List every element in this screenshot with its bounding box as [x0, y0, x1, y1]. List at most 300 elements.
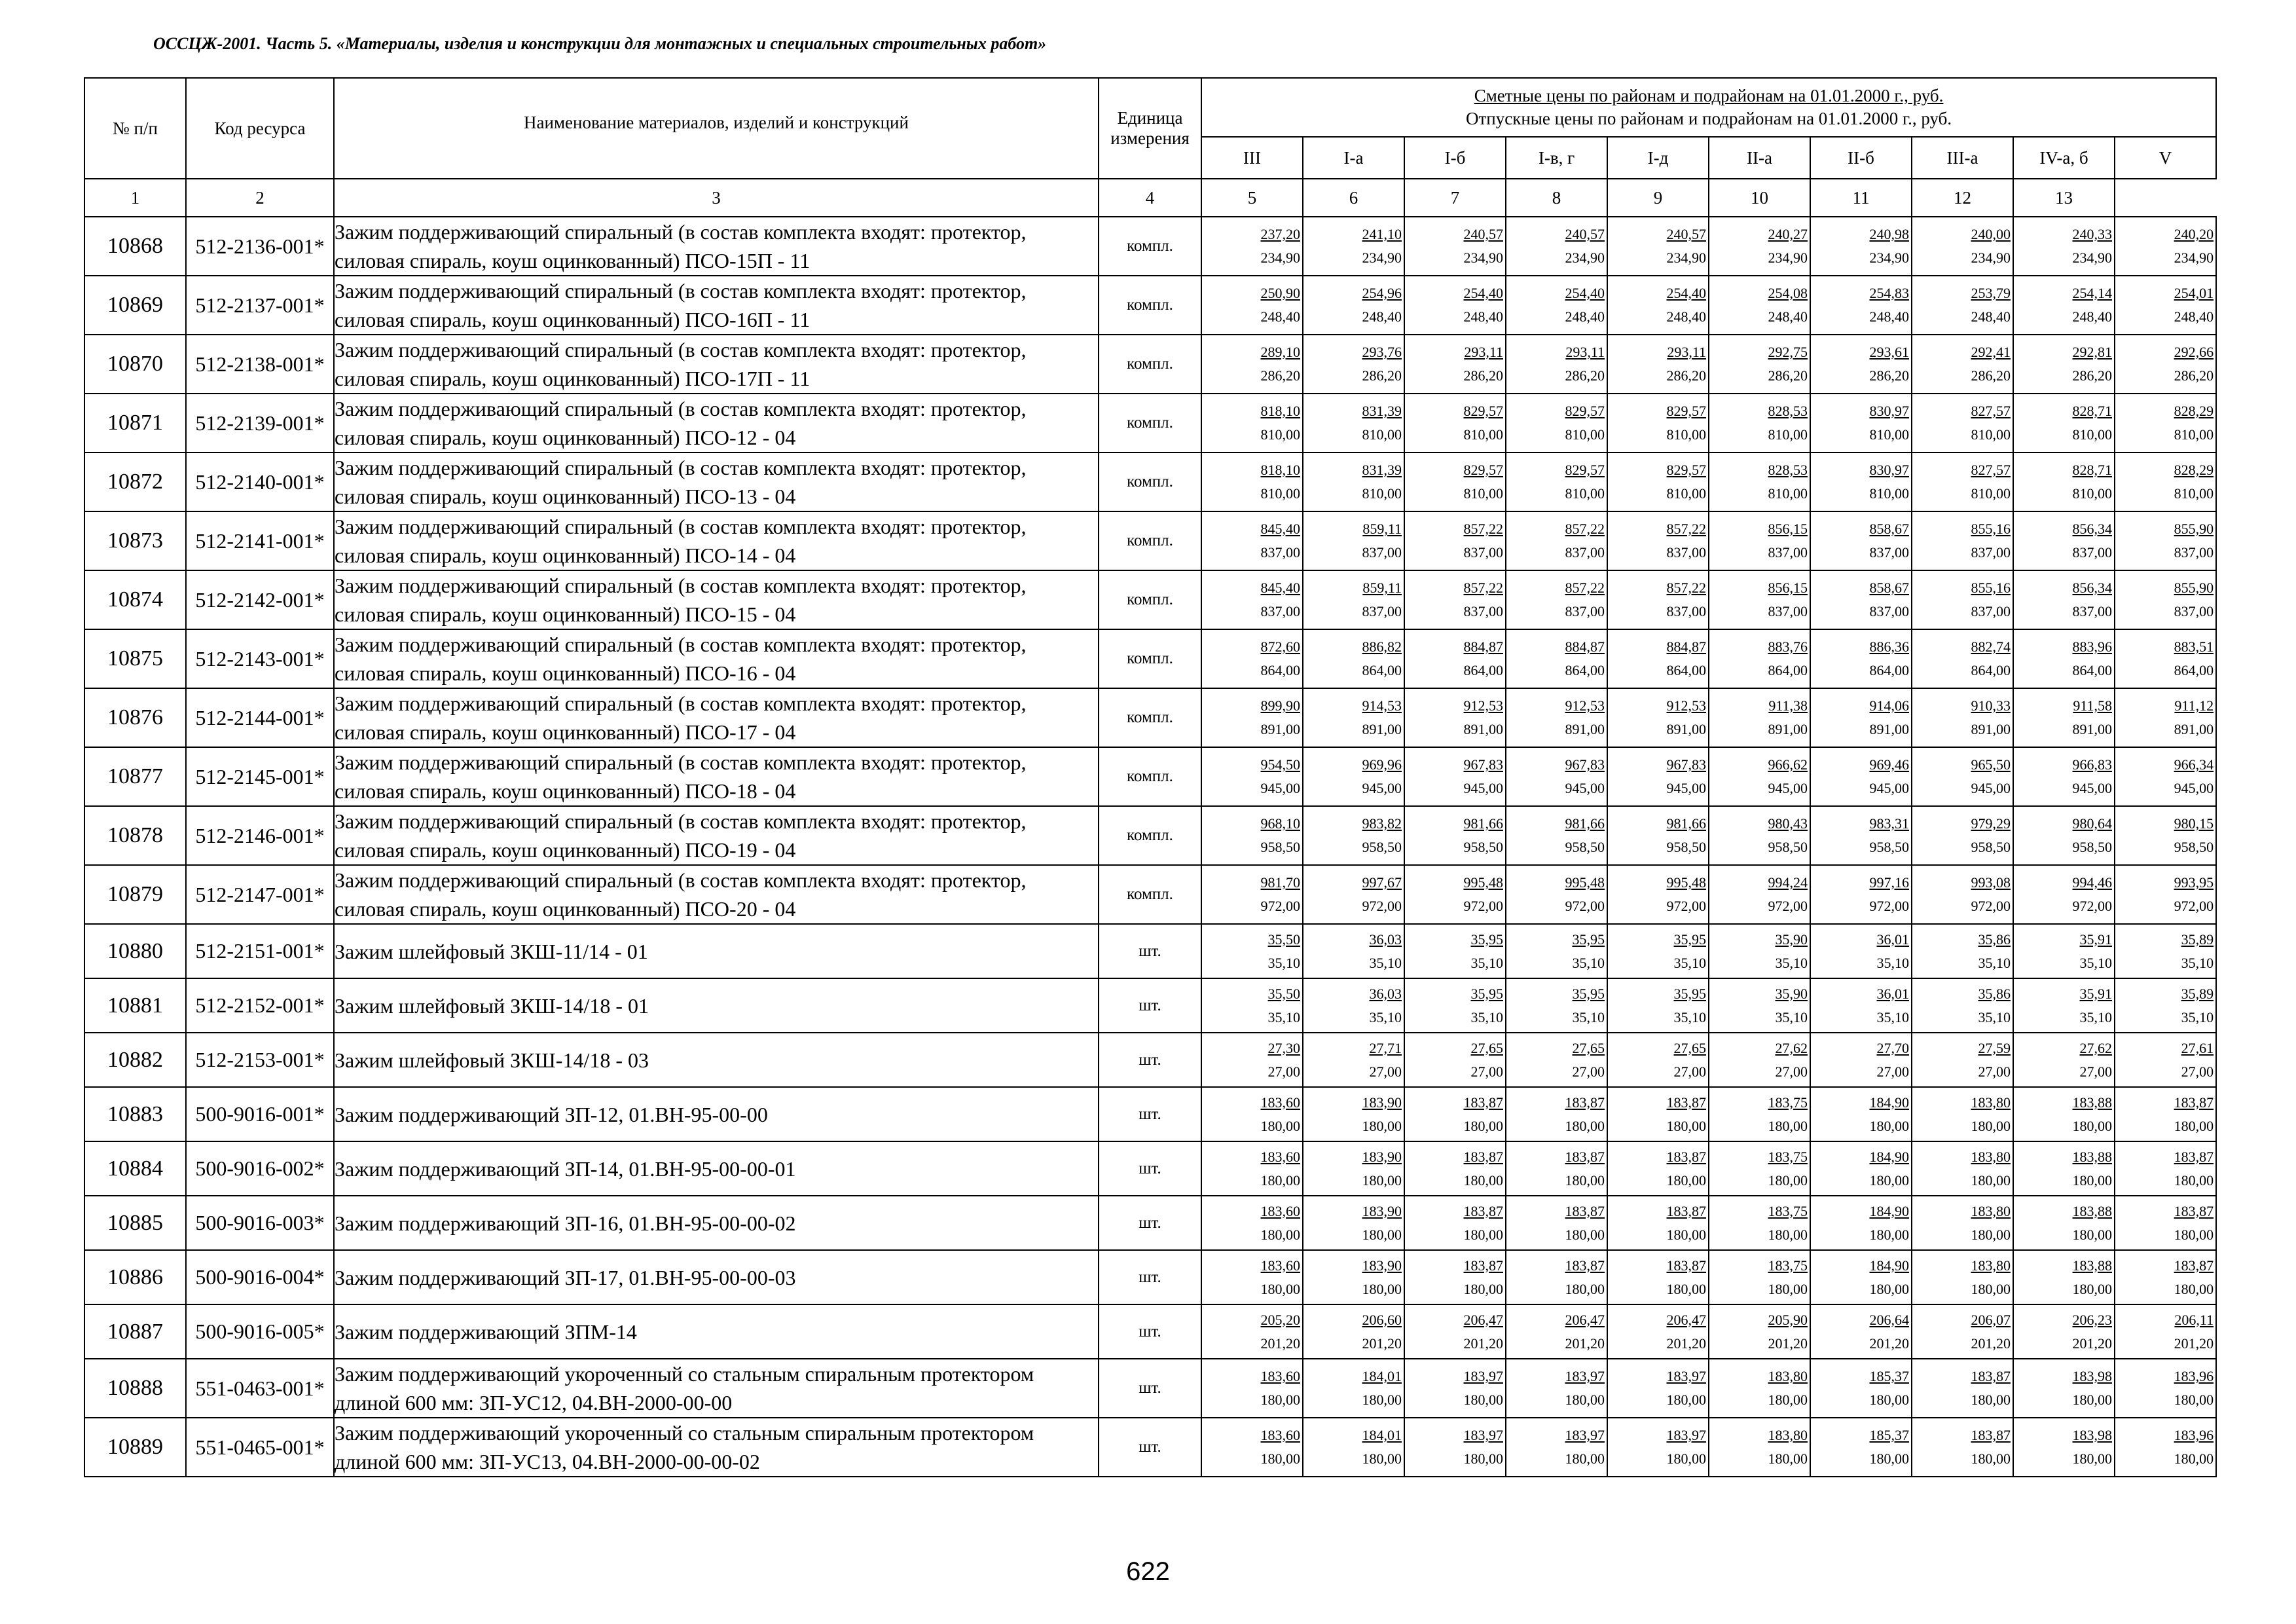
- unit-of-measure: шт.: [1099, 1141, 1201, 1196]
- release-price: 286,20: [1666, 367, 1706, 384]
- estimate-price: 36,03: [1369, 985, 1402, 1002]
- release-price: 286,20: [1260, 367, 1300, 384]
- release-price: 27,00: [1673, 1063, 1706, 1080]
- price-cell: [1201, 1304, 1303, 1359]
- release-price: 180,00: [1869, 1280, 1909, 1297]
- price-cell: [1912, 394, 2013, 452]
- release-price: 248,40: [2174, 308, 2214, 325]
- estimate-price: 27,65: [1572, 1039, 1605, 1056]
- price-cell: [2115, 924, 2216, 978]
- estimate-price: 995,48: [1666, 874, 1706, 891]
- column-number: 2: [186, 179, 334, 217]
- price-cell: [1709, 688, 1810, 747]
- estimate-price: 855,90: [2174, 521, 2214, 537]
- estimate-price: 845,40: [1260, 580, 1300, 596]
- row-number: 10876: [84, 688, 186, 747]
- release-price: 180,00: [1362, 1392, 1402, 1408]
- price-cell: [1709, 1304, 1810, 1359]
- release-price: 201,20: [1666, 1335, 1706, 1352]
- price-cell: [1404, 688, 1506, 747]
- price-cell: [1810, 1250, 1912, 1304]
- header-num: № п/п: [84, 78, 186, 179]
- resource-code: 512-2147-001*: [186, 865, 334, 924]
- estimate-price: 981,66: [1463, 815, 1503, 832]
- estimate-price: 183,97: [1666, 1368, 1706, 1384]
- estimate-price: 968,10: [1260, 815, 1300, 832]
- estimate-price: 969,96: [1362, 756, 1402, 773]
- resource-code: 512-2152-001*: [186, 978, 334, 1033]
- estimate-price: 969,46: [1869, 756, 1909, 773]
- release-price: 180,00: [1463, 1392, 1503, 1408]
- material-name: Зажим поддерживающий спиральный (в состав комплекта входят: протектор, силовая спираль, коуш оцинкованный) ПСО-13 - 04: [334, 452, 1099, 511]
- release-price: 810,00: [2174, 485, 2214, 502]
- price-cell: [1303, 1141, 1404, 1196]
- unit-of-measure: шт.: [1099, 1087, 1201, 1141]
- table-row: [84, 276, 2216, 335]
- price-cell: [1709, 1418, 1810, 1477]
- release-price: 180,00: [2072, 1172, 2112, 1189]
- estimate-price: 983,82: [1362, 815, 1402, 832]
- price-cell: [1404, 1359, 1506, 1418]
- release-price: 891,00: [1768, 721, 1808, 737]
- estimate-price: 859,11: [1362, 580, 1402, 596]
- price-cell: [1303, 217, 1404, 276]
- price-cell: [1303, 1250, 1404, 1304]
- price-cell: [1201, 1418, 1303, 1477]
- row-number: 10885: [84, 1196, 186, 1250]
- price-cell: [1810, 1087, 1912, 1141]
- release-price: 810,00: [1768, 485, 1808, 502]
- release-price: 35,10: [1673, 1008, 1706, 1025]
- price-cell: [1912, 747, 2013, 806]
- release-price: 810,00: [1463, 485, 1503, 502]
- estimate-price: 858,67: [1869, 580, 1909, 596]
- estimate-price: 35,89: [2181, 985, 2214, 1002]
- resource-code: 512-2143-001*: [186, 629, 334, 688]
- release-price: 891,00: [1463, 721, 1503, 737]
- price-cell: [2013, 335, 2115, 394]
- price-cell: [1201, 511, 1303, 570]
- unit-of-measure: шт.: [1099, 978, 1201, 1033]
- release-price: 837,00: [1565, 603, 1605, 619]
- price-cell: [2115, 1196, 2216, 1250]
- estimate-price: 27,61: [2181, 1039, 2214, 1056]
- release-price: 180,00: [1463, 1280, 1503, 1297]
- price-cell: [1709, 452, 1810, 511]
- release-price: 27,00: [1876, 1063, 1909, 1080]
- estimate-price: 184,90: [1869, 1257, 1909, 1274]
- material-name: Зажим поддерживающий ЗП-16, 01.ВН-95-00-00-02: [334, 1196, 1099, 1250]
- release-price: 180,00: [1971, 1392, 2011, 1408]
- release-price: 234,90: [1666, 249, 1706, 266]
- price-cell: [1912, 688, 2013, 747]
- row-number: 10880: [84, 924, 186, 978]
- price-cell: [1303, 1418, 1404, 1477]
- release-price: 248,40: [1971, 308, 2011, 325]
- release-price: 837,00: [1565, 544, 1605, 561]
- resource-code: 551-0463-001*: [186, 1359, 334, 1418]
- resource-code: 512-2140-001*: [186, 452, 334, 511]
- price-cell: [2013, 1033, 2115, 1087]
- estimate-price: 884,87: [1463, 638, 1503, 655]
- release-price: 248,40: [1768, 308, 1808, 325]
- release-price: 810,00: [1260, 426, 1300, 443]
- region-header: IV-а, б: [2013, 137, 2115, 179]
- release-price: 180,00: [2174, 1280, 2214, 1297]
- release-price: 35,10: [1978, 954, 2011, 971]
- document-header: ОССЦЖ-2001. Часть 5. «Материалы, изделия и конструкции для монтажных и специальных строительных работ»: [153, 34, 1047, 53]
- resource-code: 512-2145-001*: [186, 747, 334, 806]
- price-cell: [1506, 335, 1607, 394]
- estimate-price: 855,16: [1971, 521, 2011, 537]
- table-row: [84, 511, 2216, 570]
- release-price: 35,10: [2181, 954, 2214, 971]
- release-price: 891,00: [1260, 721, 1300, 737]
- price-cell: [1201, 1087, 1303, 1141]
- release-price: 180,00: [1463, 1117, 1503, 1134]
- release-price: 180,00: [1869, 1172, 1909, 1189]
- price-cell: [2115, 1359, 2216, 1418]
- unit-of-measure: компл.: [1099, 276, 1201, 335]
- estimate-price: 983,31: [1869, 815, 1909, 832]
- row-number: 10875: [84, 629, 186, 688]
- unit-of-measure: шт.: [1099, 1359, 1201, 1418]
- estimate-price: 35,91: [2079, 931, 2112, 948]
- release-price: 810,00: [1666, 485, 1706, 502]
- release-price: 864,00: [1565, 662, 1605, 678]
- estimate-price: 856,15: [1768, 580, 1808, 596]
- estimate-price: 183,60: [1260, 1202, 1300, 1219]
- estimate-price: 886,82: [1362, 638, 1402, 655]
- release-price: 201,20: [1565, 1335, 1605, 1352]
- material-name: Зажим поддерживающий спиральный (в состав комплекта входят: протектор, силовая спираль, коуш оцинкованный) ПСО-15 - 04: [334, 570, 1099, 629]
- estimate-price: 240,27: [1768, 226, 1808, 242]
- table-row: [84, 806, 2216, 865]
- price-cell: [2013, 629, 2115, 688]
- release-price: 286,20: [1463, 367, 1503, 384]
- estimate-price: 183,90: [1362, 1257, 1402, 1274]
- release-price: 837,00: [1869, 603, 1909, 619]
- release-price: 248,40: [1565, 308, 1605, 325]
- release-price: 180,00: [1463, 1226, 1503, 1243]
- price-cell: [1303, 978, 1404, 1033]
- estimate-price: 883,51: [2174, 638, 2214, 655]
- estimate-price: 183,80: [1971, 1148, 2011, 1165]
- price-cell: [1506, 865, 1607, 924]
- release-price: 180,00: [2174, 1226, 2214, 1243]
- price-cell: [1303, 452, 1404, 511]
- estimate-price: 206,23: [2072, 1311, 2112, 1328]
- region-header: II-а: [1709, 137, 1810, 179]
- resource-code: 500-9016-001*: [186, 1087, 334, 1141]
- price-cell: [1912, 335, 2013, 394]
- row-number: 10869: [84, 276, 186, 335]
- material-name: Зажим поддерживающий спиральный (в состав комплекта входят: протектор, силовая спираль, коуш оцинкованный) ПСО-15П - 11: [334, 217, 1099, 276]
- table-row: [84, 978, 2216, 1033]
- release-price: 35,10: [1267, 954, 1300, 971]
- estimate-price: 35,95: [1572, 985, 1605, 1002]
- row-number: 10889: [84, 1418, 186, 1477]
- price-cell: [1404, 452, 1506, 511]
- price-cell: [1709, 217, 1810, 276]
- estimate-price: 250,90: [1260, 285, 1300, 301]
- price-cell: [2013, 1087, 2115, 1141]
- estimate-price: 183,60: [1260, 1257, 1300, 1274]
- release-price: 180,00: [1768, 1117, 1808, 1134]
- price-cell: [1810, 570, 1912, 629]
- release-price: 945,00: [1362, 780, 1402, 796]
- estimate-price: 183,98: [2072, 1427, 2112, 1443]
- release-price: 35,10: [1369, 954, 1402, 971]
- estimate-price: 857,22: [1666, 521, 1706, 537]
- price-cell: [1607, 511, 1709, 570]
- release-price: 180,00: [1971, 1117, 2011, 1134]
- release-price: 837,00: [1666, 603, 1706, 619]
- release-price: 180,00: [1666, 1450, 1706, 1467]
- table-row: [84, 1359, 2216, 1418]
- estimate-price: 914,06: [1869, 697, 1909, 714]
- price-cell: [1607, 335, 1709, 394]
- release-price: 234,90: [1565, 249, 1605, 266]
- estimate-price: 981,66: [1666, 815, 1706, 832]
- estimate-price: 829,57: [1463, 403, 1503, 419]
- price-cell: [1709, 865, 1810, 924]
- estimate-price: 183,97: [1666, 1427, 1706, 1443]
- price-cell: [1709, 629, 1810, 688]
- price-cell: [1607, 1087, 1709, 1141]
- region-header: I-д: [1607, 137, 1709, 179]
- estimate-price: 183,80: [1971, 1257, 2011, 1274]
- release-price: 972,00: [1362, 898, 1402, 914]
- release-price: 201,20: [1768, 1335, 1808, 1352]
- release-price: 972,00: [1666, 898, 1706, 914]
- price-table: [84, 77, 2217, 1477]
- price-cell: [1506, 1087, 1607, 1141]
- price-cell: [1303, 1304, 1404, 1359]
- price-cell: [1810, 924, 1912, 978]
- price-cell: [1404, 511, 1506, 570]
- estimate-price: 240,20: [2174, 226, 2214, 242]
- price-cell: [1607, 276, 1709, 335]
- estimate-price: 205,90: [1768, 1311, 1808, 1328]
- release-price: 201,20: [1869, 1335, 1909, 1352]
- unit-of-measure: компл.: [1099, 865, 1201, 924]
- estimate-price: 829,57: [1565, 403, 1605, 419]
- estimate-price: 35,90: [1775, 985, 1808, 1002]
- release-price: 180,00: [1971, 1450, 2011, 1467]
- estimate-price: 27,59: [1978, 1039, 2011, 1056]
- estimate-price: 857,22: [1463, 580, 1503, 596]
- unit-of-measure: шт.: [1099, 1033, 1201, 1087]
- resource-code: 512-2137-001*: [186, 276, 334, 335]
- estimate-price: 293,11: [1667, 344, 1706, 360]
- release-price: 201,20: [1463, 1335, 1503, 1352]
- estimate-price: 965,50: [1971, 756, 2011, 773]
- price-cell: [1912, 1359, 2013, 1418]
- estimate-price: 183,96: [2174, 1427, 2214, 1443]
- release-price: 286,20: [2072, 367, 2112, 384]
- price-cell: [2013, 1359, 2115, 1418]
- estimate-price: 183,97: [1463, 1368, 1503, 1384]
- price-cell: [1912, 806, 2013, 865]
- estimate-price: 254,08: [1768, 285, 1808, 301]
- estimate-price: 995,48: [1463, 874, 1503, 891]
- table-row: [84, 865, 2216, 924]
- estimate-price: 35,86: [1978, 985, 2011, 1002]
- estimate-price: 995,48: [1565, 874, 1605, 891]
- price-cell: [1912, 978, 2013, 1033]
- release-price: 286,20: [2174, 367, 2214, 384]
- release-price: 180,00: [1463, 1450, 1503, 1467]
- price-cell: [1709, 570, 1810, 629]
- price-cell: [1607, 924, 1709, 978]
- release-price: 837,00: [1971, 603, 2011, 619]
- estimate-price: 183,87: [2174, 1202, 2214, 1219]
- material-name: Зажим поддерживающий укороченный со стальным спиральным протектором длиной 600 мм: ЗП-УС13, 04.ВН-2000-00-00-02: [334, 1418, 1099, 1477]
- price-cell: [1303, 276, 1404, 335]
- price-cell: [1506, 1304, 1607, 1359]
- estimate-price: 899,90: [1260, 697, 1300, 714]
- release-price: 180,00: [2072, 1226, 2112, 1243]
- release-price: 248,40: [1666, 308, 1706, 325]
- header-name: Наименование материалов, изделий и конструкций: [334, 78, 1099, 179]
- estimate-price: 183,87: [1463, 1202, 1503, 1219]
- column-number: 8: [1506, 179, 1607, 217]
- material-name: Зажим поддерживающий спиральный (в состав комплекта входят: протектор, силовая спираль, коуш оцинкованный) ПСО-16П - 11: [334, 276, 1099, 335]
- price-cell: [2013, 865, 2115, 924]
- price-cell: [1201, 1196, 1303, 1250]
- price-cell: [1912, 276, 2013, 335]
- estimate-price: 292,66: [2174, 344, 2214, 360]
- price-cell: [1810, 394, 1912, 452]
- price-cell: [2115, 978, 2216, 1033]
- release-price: 837,00: [1362, 603, 1402, 619]
- estimate-price: 183,90: [1362, 1148, 1402, 1165]
- column-number: 9: [1607, 179, 1709, 217]
- estimate-price: 183,87: [1971, 1427, 2011, 1443]
- estimate-price: 912,53: [1565, 697, 1605, 714]
- price-cell: [1201, 688, 1303, 747]
- release-price: 180,00: [1565, 1280, 1605, 1297]
- estimate-price: 183,97: [1565, 1427, 1605, 1443]
- release-price: 180,00: [1666, 1172, 1706, 1189]
- release-price: 180,00: [1260, 1172, 1300, 1189]
- estimate-price: 828,71: [2072, 403, 2112, 419]
- release-price: 958,50: [1666, 839, 1706, 855]
- estimate-price: 35,91: [2079, 985, 2112, 1002]
- price-cell: [2115, 217, 2216, 276]
- price-cell: [1506, 276, 1607, 335]
- estimate-price: 183,80: [1971, 1202, 2011, 1219]
- price-cell: [1404, 1250, 1506, 1304]
- price-cell: [2013, 276, 2115, 335]
- release-price: 286,20: [1362, 367, 1402, 384]
- price-cell: [1607, 865, 1709, 924]
- release-price: 891,00: [1565, 721, 1605, 737]
- release-price: 180,00: [2072, 1392, 2112, 1408]
- estimate-price: 206,64: [1869, 1311, 1909, 1328]
- price-cell: [1303, 629, 1404, 688]
- release-price: 35,10: [1775, 1008, 1808, 1025]
- resource-code: 512-2153-001*: [186, 1033, 334, 1087]
- estimate-price: 183,60: [1260, 1368, 1300, 1384]
- release-price: 958,50: [1971, 839, 2011, 855]
- release-price: 180,00: [1666, 1392, 1706, 1408]
- estimate-price: 35,95: [1572, 931, 1605, 948]
- price-cell: [1506, 629, 1607, 688]
- estimate-price: 183,60: [1260, 1094, 1300, 1111]
- estimate-price: 856,15: [1768, 521, 1808, 537]
- estimate-price: 827,57: [1971, 462, 2011, 478]
- price-cell: [2115, 629, 2216, 688]
- estimate-price: 183,87: [1971, 1368, 2011, 1384]
- price-cell: [1607, 806, 1709, 865]
- price-cell: [1912, 1250, 2013, 1304]
- estimate-price: 884,87: [1666, 638, 1706, 655]
- price-cell: [1607, 1033, 1709, 1087]
- release-price: 891,00: [2072, 721, 2112, 737]
- release-price: 180,00: [1565, 1117, 1605, 1134]
- header-unit: Единица измерения: [1099, 78, 1201, 179]
- price-cell: [1912, 1033, 2013, 1087]
- release-price: 234,90: [1869, 249, 1909, 266]
- estimate-price: 36,01: [1876, 985, 1909, 1002]
- estimate-price: 183,87: [1463, 1257, 1503, 1274]
- release-price: 972,00: [1463, 898, 1503, 914]
- release-price: 180,00: [2072, 1280, 2112, 1297]
- estimate-price: 183,87: [2174, 1094, 2214, 1111]
- price-cell: [2013, 452, 2115, 511]
- price-cell: [1810, 1141, 1912, 1196]
- estimate-price: 35,86: [1978, 931, 2011, 948]
- estimate-price: 858,67: [1869, 521, 1909, 537]
- price-cell: [1912, 629, 2013, 688]
- release-price: 972,00: [1869, 898, 1909, 914]
- estimate-price: 183,97: [1463, 1427, 1503, 1443]
- estimate-price: 240,57: [1565, 226, 1605, 242]
- material-name: Зажим поддерживающий спиральный (в состав комплекта входят: протектор, силовая спираль, коуш оцинкованный) ПСО-12 - 04: [334, 394, 1099, 452]
- price-cell: [2115, 865, 2216, 924]
- price-cell: [1709, 1250, 1810, 1304]
- release-price: 945,00: [2072, 780, 2112, 796]
- release-price: 35,10: [1470, 954, 1503, 971]
- estimate-price: 911,12: [2174, 697, 2214, 714]
- estimate-price: 254,40: [1565, 285, 1605, 301]
- release-price: 864,00: [2174, 662, 2214, 678]
- estimate-price: 910,33: [1971, 697, 2011, 714]
- estimate-price: 829,57: [1666, 403, 1706, 419]
- estimate-price: 254,14: [2072, 285, 2112, 301]
- estimate-price: 857,22: [1565, 521, 1605, 537]
- release-price: 27,00: [1572, 1063, 1605, 1080]
- price-cell: [1810, 1196, 1912, 1250]
- release-price: 27,00: [2181, 1063, 2214, 1080]
- release-price: 972,00: [1768, 898, 1808, 914]
- estimate-price: 183,87: [2174, 1148, 2214, 1165]
- estimate-price: 966,62: [1768, 756, 1808, 773]
- region-header: I-в, г: [1506, 137, 1607, 179]
- release-price: 27,00: [1369, 1063, 1402, 1080]
- price-cell: [1404, 1418, 1506, 1477]
- release-price: 891,00: [1666, 721, 1706, 737]
- release-price: 180,00: [1260, 1450, 1300, 1467]
- release-price: 810,00: [1463, 426, 1503, 443]
- estimate-price: 183,87: [1666, 1202, 1706, 1219]
- estimate-price: 240,00: [1971, 226, 2011, 242]
- unit-of-measure: компл.: [1099, 806, 1201, 865]
- release-price: 864,00: [1362, 662, 1402, 678]
- price-cell: [1404, 276, 1506, 335]
